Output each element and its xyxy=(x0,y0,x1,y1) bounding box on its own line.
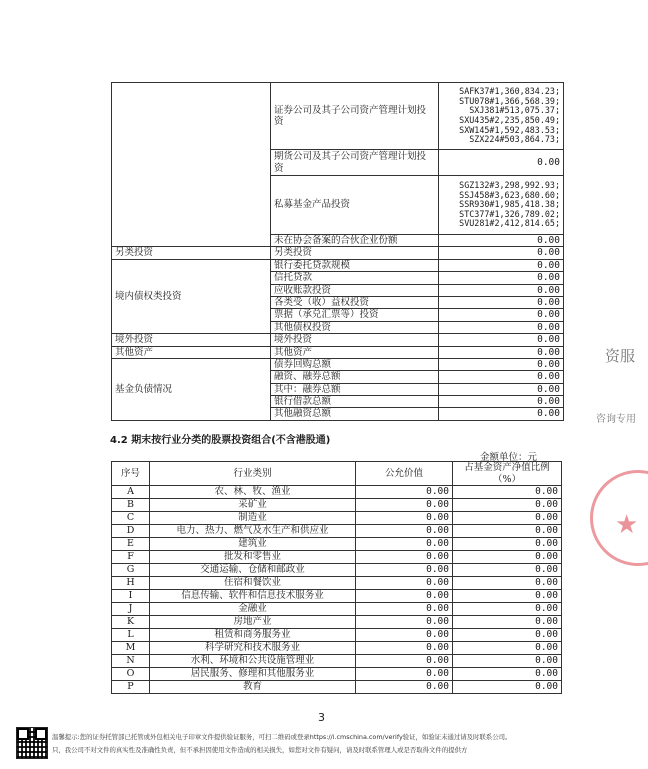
ratio-cell: 0.00 xyxy=(453,512,562,525)
asset-allocation-table xyxy=(111,82,564,421)
table-row xyxy=(112,499,562,512)
fair-value-cell: 0.00 xyxy=(356,499,453,512)
fair-value-cell: 0.00 xyxy=(356,512,453,525)
code-cell: M xyxy=(112,642,150,655)
value-cell: 0.00 xyxy=(439,235,564,247)
fair-value-cell: 0.00 xyxy=(356,525,453,538)
category-cell: 基金负债情况 xyxy=(112,358,271,420)
item-cell: 银行委托贷款规模 xyxy=(271,259,439,271)
ratio-cell: 0.00 xyxy=(453,499,562,512)
fair-value-cell: 0.00 xyxy=(356,603,453,616)
value-cell: 0.00 xyxy=(439,247,564,259)
code-cell: H xyxy=(112,577,150,590)
category-cell: 境内债权类投资 xyxy=(112,259,271,333)
ratio-cell: 0.00 xyxy=(453,603,562,616)
value-cell: 0.00 xyxy=(439,296,564,308)
industry-cell: 金融业 xyxy=(150,603,356,616)
category-cell: 境外投资 xyxy=(112,334,271,346)
industry-cell: 水利、环境和公共设施管理业 xyxy=(150,655,356,668)
fair-value-cell: 0.00 xyxy=(356,551,453,564)
item-cell: 私募基金产品投资 xyxy=(271,176,439,235)
table-row xyxy=(112,486,562,499)
table-row xyxy=(112,346,564,358)
table-row xyxy=(112,616,562,629)
fair-value-cell: 0.00 xyxy=(356,616,453,629)
ratio-cell: 0.00 xyxy=(453,668,562,681)
category-cell xyxy=(112,83,271,247)
ratio-cell: 0.00 xyxy=(453,538,562,551)
item-cell: 银行借款总额 xyxy=(271,396,439,408)
value-line: SSR930#1,985,418.38; xyxy=(459,199,560,210)
ratio-cell: 0.00 xyxy=(453,525,562,538)
code-cell: L xyxy=(112,629,150,642)
fair-value-cell: 0.00 xyxy=(356,655,453,668)
industry-cell: 采矿业 xyxy=(150,499,356,512)
code-cell: F xyxy=(112,551,150,564)
value-cell: 0.00 xyxy=(439,383,564,395)
item-cell: 其他资产 xyxy=(271,346,439,358)
column-header: 序号 xyxy=(112,462,150,486)
industry-cell: 居民服务、修理和其他服务业 xyxy=(150,668,356,681)
table-row xyxy=(112,642,562,655)
code-cell: C xyxy=(112,512,150,525)
fair-value-cell: 0.00 xyxy=(356,629,453,642)
ratio-cell: 0.00 xyxy=(453,629,562,642)
column-header: 行业类别 xyxy=(150,462,356,486)
industry-cell: 批发和零售业 xyxy=(150,551,356,564)
item-cell: 其中：融券总额 xyxy=(271,383,439,395)
value-cell: 0.00 xyxy=(439,334,564,346)
value-line: SXJ381#513,075.37; xyxy=(469,105,560,116)
fair-value-cell: 0.00 xyxy=(356,486,453,499)
value-line: SSJ458#3,623,680.60; xyxy=(459,189,560,200)
value-list xyxy=(439,176,564,235)
value-cell: 0.00 xyxy=(439,150,564,176)
value-line: STU078#1,366,568.39; xyxy=(459,95,560,106)
item-cell: 证券公司及其子公司资产管理计划投资 xyxy=(271,83,439,150)
fair-value-cell: 0.00 xyxy=(356,577,453,590)
code-cell: G xyxy=(112,564,150,577)
footer-line: 只，我公司不对文件的真实性及准确性负责，但不承担因使用文件造成的相关损失，如您对文件有疑问，请及时联系管理人或是否取得文件的提供方 xyxy=(52,746,468,754)
table-row xyxy=(112,577,562,590)
table-row xyxy=(112,655,562,668)
industry-cell: 科学研究和技术服务业 xyxy=(150,642,356,655)
item-cell: 融资、融券总额 xyxy=(271,371,439,383)
ratio-cell: 0.00 xyxy=(453,486,562,499)
item-cell: 其他债权投资 xyxy=(271,321,439,333)
value-line: SZX224#503,864.73; xyxy=(469,134,560,145)
item-cell: 各类受（收）益权投资 xyxy=(271,296,439,308)
code-cell: O xyxy=(112,668,150,681)
value-cell: 0.00 xyxy=(439,309,564,321)
table-row xyxy=(112,629,562,642)
table-row xyxy=(112,525,562,538)
code-cell: K xyxy=(112,616,150,629)
value-line: SGZ132#3,298,992.93; xyxy=(459,179,560,190)
category-cell: 其他资产 xyxy=(112,346,271,358)
ratio-cell: 0.00 xyxy=(453,681,562,694)
column-header: 占基金资产净值比例（%） xyxy=(453,462,562,486)
item-cell: 境外投资 xyxy=(271,334,439,346)
category-cell: 另类投资 xyxy=(112,247,271,259)
value-cell: 0.00 xyxy=(439,321,564,333)
code-cell: B xyxy=(112,499,150,512)
code-cell: N xyxy=(112,655,150,668)
fair-value-cell: 0.00 xyxy=(356,642,453,655)
industry-cell: 建筑业 xyxy=(150,538,356,551)
value-line: SXU435#2,235,850.49; xyxy=(459,115,560,125)
item-cell: 另类投资 xyxy=(271,247,439,259)
table-row xyxy=(112,259,564,271)
fair-value-cell: 0.00 xyxy=(356,590,453,603)
margin-stamp-text: 资服 xyxy=(605,347,636,365)
table-header-row xyxy=(112,462,562,486)
industry-cell: 租赁和商务服务业 xyxy=(150,629,356,642)
qr-code-icon xyxy=(16,727,48,759)
fair-value-cell: 0.00 xyxy=(356,681,453,694)
table-row xyxy=(112,668,562,681)
ratio-cell: 0.00 xyxy=(453,616,562,629)
table-row xyxy=(112,512,562,525)
item-cell: 其他融资总额 xyxy=(271,408,439,420)
code-cell: P xyxy=(112,681,150,694)
star-icon: ★ xyxy=(615,510,639,540)
industry-cell: 教育 xyxy=(150,681,356,694)
industry-cell: 制造业 xyxy=(150,512,356,525)
unit-label: 金额单位：元 xyxy=(480,452,538,463)
fair-value-cell: 0.00 xyxy=(356,564,453,577)
industry-cell: 交通运输、仓储和邮政业 xyxy=(150,564,356,577)
value-cell: 0.00 xyxy=(439,396,564,408)
value-cell: 0.00 xyxy=(439,358,564,370)
value-cell: 0.00 xyxy=(439,284,564,296)
value-cell: 0.00 xyxy=(439,346,564,358)
code-cell: E xyxy=(112,538,150,551)
code-cell: D xyxy=(112,525,150,538)
table-row xyxy=(112,538,562,551)
ratio-cell: 0.00 xyxy=(453,551,562,564)
table-row xyxy=(112,590,562,603)
table-row xyxy=(112,564,562,577)
margin-stamp-text: 咨询专用 xyxy=(596,414,636,425)
item-cell: 未在协会备案的合伙企业份额 xyxy=(271,235,439,247)
table-row xyxy=(112,83,564,150)
code-cell: I xyxy=(112,590,150,603)
table-row xyxy=(112,358,564,370)
value-cell: 0.00 xyxy=(439,408,564,420)
fair-value-cell: 0.00 xyxy=(356,668,453,681)
item-cell: 期货公司及其子公司资产管理计划投资 xyxy=(271,150,439,176)
code-cell: J xyxy=(112,603,150,616)
industry-cell: 房地产业 xyxy=(150,616,356,629)
fair-value-cell: 0.00 xyxy=(356,538,453,551)
value-line: STC377#1,326,789.02; xyxy=(459,208,560,219)
industry-cell: 电力、热力、燃气及水生产和供应业 xyxy=(150,525,356,538)
ratio-cell: 0.00 xyxy=(453,577,562,590)
ratio-cell: 0.00 xyxy=(453,655,562,668)
value-line: SVU281#2,412,814.65; xyxy=(459,218,560,229)
code-cell: A xyxy=(112,486,150,499)
footer-line: 温馨提示:您的证券托管部已托管或外包相关电子印章文件提供验证服务，可扫二维码或登录https://i.cmschina.com/verify验证，如验证未通过请及时联系公司。 xyxy=(52,733,512,741)
table-row xyxy=(112,603,562,616)
industry-cell: 农、林、牧、渔业 xyxy=(150,486,356,499)
industry-cell: 信息传输、软件和信息技术服务业 xyxy=(150,590,356,603)
industry-cell: 住宿和餐饮业 xyxy=(150,577,356,590)
industry-table xyxy=(111,461,562,694)
column-header: 公允价值 xyxy=(356,462,453,486)
table-row xyxy=(112,551,562,564)
ratio-cell: 0.00 xyxy=(453,590,562,603)
table-row xyxy=(112,247,564,259)
value-line: SAFK37#1,360,834.23; xyxy=(459,86,560,97)
page-number: 3 xyxy=(318,711,325,724)
value-cell: 0.00 xyxy=(439,259,564,271)
item-cell: 信托贷款 xyxy=(271,272,439,284)
item-cell: 票据（承兑汇票等）投资 xyxy=(271,309,439,321)
value-line: SXW145#1,592,483.53; xyxy=(459,124,560,135)
section-heading: 4.2 期末按行业分类的股票投资组合(不含港股通) xyxy=(110,435,331,446)
value-cell: 0.00 xyxy=(439,371,564,383)
ratio-cell: 0.00 xyxy=(453,564,562,577)
value-list xyxy=(439,83,564,150)
ratio-cell: 0.00 xyxy=(453,642,562,655)
item-cell: 应收账款投资 xyxy=(271,284,439,296)
table-row xyxy=(112,681,562,694)
table-row xyxy=(112,334,564,346)
item-cell: 债券回购总额 xyxy=(271,358,439,370)
value-cell: 0.00 xyxy=(439,272,564,284)
